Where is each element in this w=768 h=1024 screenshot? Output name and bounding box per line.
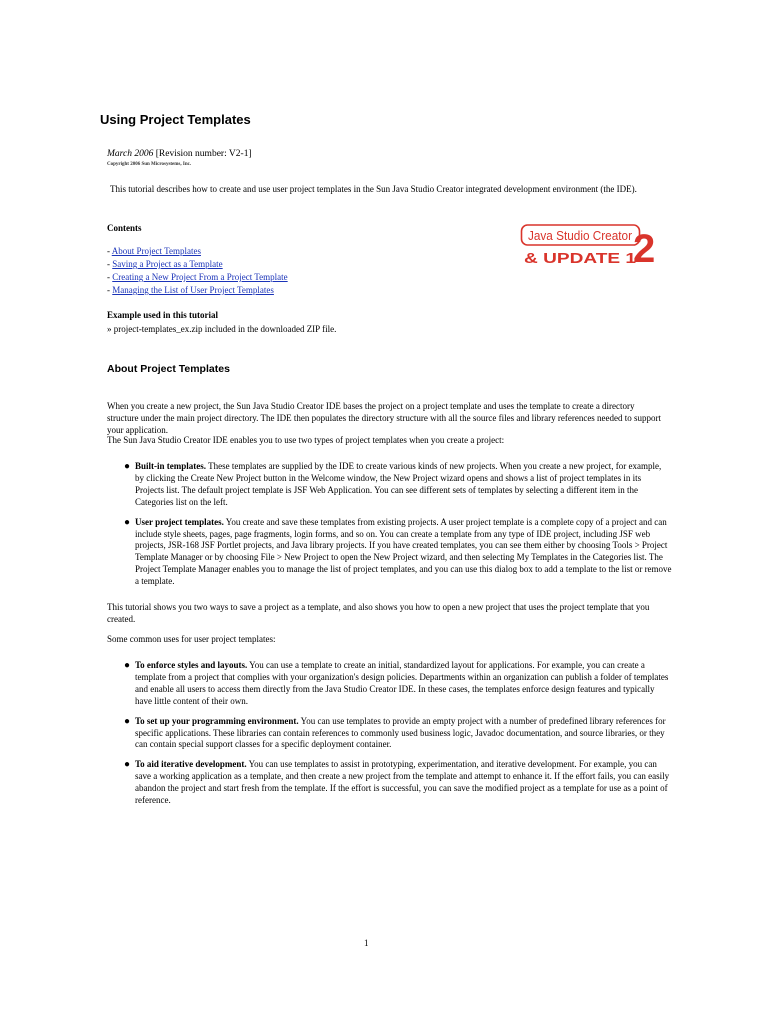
toc-item-prefix: -: [107, 285, 113, 295]
java-studio-creator-logo: [520, 222, 666, 268]
paragraph: The Sun Java Studio Creator IDE enables you to use two types of project templates when you create a project:: [107, 435, 505, 445]
paragraph: When you create a new project, the Sun Java Studio Creator IDE bases the project on a project template and uses the template to create a directory structure under the main project directory. The IDE then populates the directory structure with all the source files and library references needed to support your application.: [107, 401, 662, 435]
bullet-icon: ●: [124, 715, 131, 727]
toc-item: [107, 271, 288, 284]
list-item-label: To aid iterative development.: [135, 759, 247, 770]
list-item-text: You can use templates to assist in prototyping, experimentation, and iterative development. For example, you can save a working application as a template, and then create a new project from the template and attempt to enhance it. If the effort fails, you can easily abandon the project and start fresh from the template. If the effort is successful, you can save the modified project as a template for use as a point of reference.: [135, 759, 670, 806]
list-item-text: You can use a template to create an initial, standardized layout for applications. For example, you can create a template from a project that complies with your organization's design policies. Departments within an organization can publish a folder of templates and enable all users to access them directly from the Java Studio Creator IDE. In these cases, the templates enforce design features and typically have little content of their own.: [135, 660, 669, 706]
list-item: [107, 517, 672, 588]
toc-link-creating-new-project[interactable]: Creating a New Project From a Project Template: [112, 272, 288, 282]
toc-item-prefix: -: [107, 272, 113, 282]
example-text: » project-templates_ex.zip included in the downloaded ZIP file.: [107, 324, 337, 334]
copyright-notice: Copyright 2006 Sun Microsystems, Inc.: [107, 162, 192, 167]
revision-date: March 2006: [107, 149, 154, 159]
list-item-label: To enforce styles and layouts.: [135, 660, 248, 670]
paragraph: This tutorial shows you two ways to save a project as a template, and also shows you how to open a new project that uses the project template that you created.: [107, 602, 650, 624]
page-title: Using Project Templates: [100, 112, 251, 127]
toc-link-saving-project-as-template[interactable]: Saving a Project as a Template: [112, 259, 223, 269]
contents-heading: Contents: [107, 223, 142, 233]
list-item-text: These templates are supplied by the IDE to create various kinds of new projects. When you create a new project, for example, by clicking the Create New Project button in the Welcome window, the New Project wizard opens and shows a list of project templates in its Projects list. The default project template is JSF Web Application. You can see different sets of templates by selecting a different item in the Categories list on the left.: [135, 461, 662, 507]
toc-item-prefix: -: [107, 246, 112, 256]
logo-line-2: & UPDATE 1: [524, 250, 636, 267]
bullet-icon: ●: [124, 660, 131, 671]
paragraph: Some common uses for user project templates:: [107, 634, 276, 644]
revision-number: [Revision number: V2-1]: [155, 149, 252, 159]
logo-number: 2: [633, 227, 656, 268]
list-item: [107, 759, 672, 807]
page-number: 1: [364, 938, 369, 948]
toc-link-managing-template-list[interactable]: Managing the List of User Project Templates: [112, 285, 274, 295]
intro-paragraph: This tutorial describes how to create and use user project templates in the Sun Java Studio Creator integrated development environment (the IDE).: [110, 184, 637, 194]
toc-link-about-project-templates[interactable]: About Project Templates: [111, 246, 201, 256]
template-types-list: [107, 461, 672, 588]
section-heading: About Project Templates: [107, 363, 230, 375]
toc-item-prefix: -: [107, 259, 113, 269]
toc-item: [107, 245, 288, 258]
logo-line-1: Java Studio Creator: [528, 229, 632, 243]
list-item-text: You create and save these templates from existing projects. A user project template is a complete copy of a project and can include style sheets, pages, page fragments, login forms, and so on. You can create a template from any type of IDE project, including JSF web projects, JSR-168 JSF Portlet projects, and Java library projects. If you have created templates, you can see them either by choosing Tools > Project Template Manager or by choosing File > New Project to open the New Project wizard, and then selecting My Templates in the Categories list. The Project Template Manager enables you to manage the list of project templates, and you can use this dialog box to add a template to the list or remove a template.: [135, 516, 672, 587]
bullet-icon: ●: [124, 461, 131, 472]
toc-item: [107, 284, 288, 297]
revision-line: [107, 149, 252, 159]
list-item-label: Built-in templates.: [135, 461, 206, 471]
list-item-label: To set up your programming environment.: [135, 715, 299, 726]
table-of-contents: [107, 245, 288, 297]
template-uses-list: [107, 660, 672, 815]
list-item-label: User project templates.: [135, 516, 224, 527]
list-item: [107, 461, 672, 509]
toc-item: [107, 258, 288, 271]
list-item: [107, 660, 672, 708]
list-item-text: You can use templates to provide an empty project with a number of predefined library references for specific applications. These libraries can contain references to commonly used business logic, Javadoc documentation, and source libraries, or they can contain special support classes for a specific deployment container.: [135, 715, 666, 750]
example-heading: Example used in this tutorial: [107, 310, 219, 320]
list-item: [107, 716, 672, 752]
bullet-icon: ●: [124, 516, 131, 528]
bullet-icon: ●: [124, 759, 131, 771]
